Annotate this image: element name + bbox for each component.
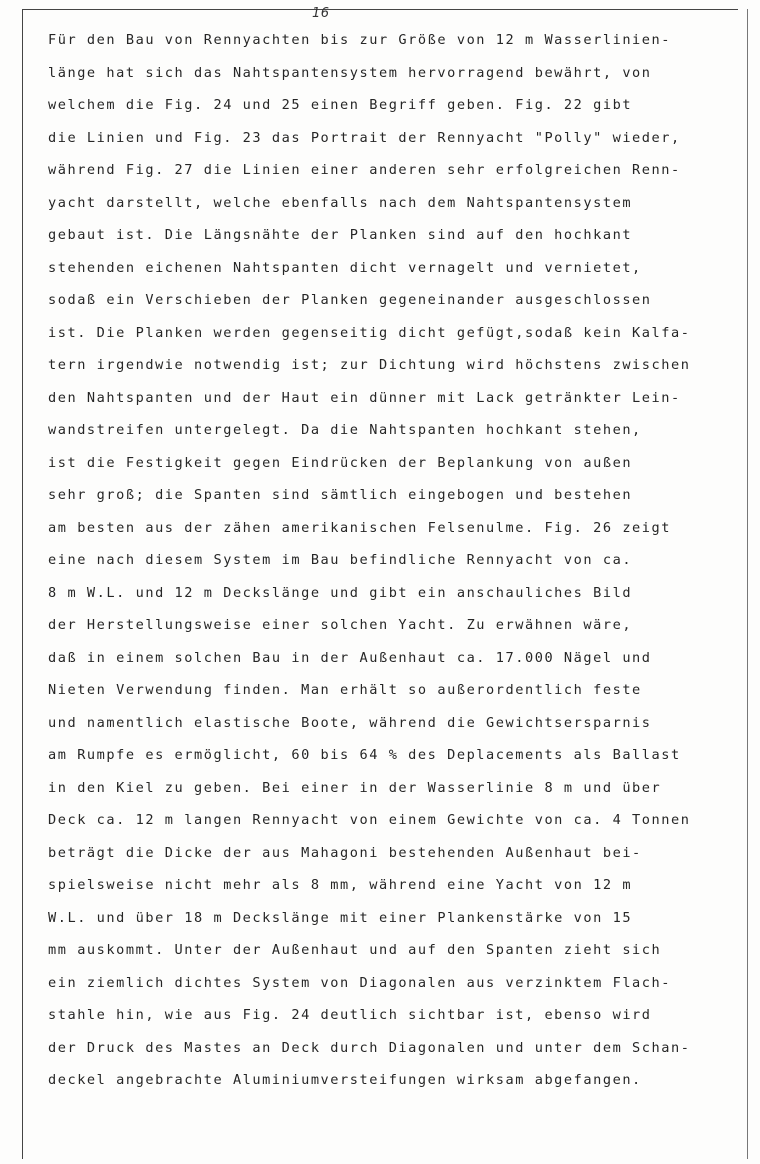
text-line: sodaß ein Verschieben der Planken gegeneinander ausgeschlossen — [48, 292, 652, 308]
text-line: länge hat sich das Nahtspantensystem hervorragend bewährt, von — [48, 64, 652, 81]
text-line: wandstreifen untergelegt. Da die Nahtspanten hochkant stehen, — [48, 422, 642, 438]
text-line: deckel angebrachte Aluminiumversteifungen wirksam abgefangen. — [48, 1072, 642, 1088]
page-number: 16 — [312, 6, 330, 21]
text-line: 8 m W.L. und 12 m Deckslänge und gibt ein anschauliches Bild — [48, 584, 633, 601]
text-line: stahle hin, wie aus Fig. 24 deutlich sichtbar ist, ebenso wird — [48, 1007, 652, 1023]
text-line: beträgt die Dicke der aus Mahagoni bestehenden Außenhaut bei- — [48, 844, 642, 861]
body-text — [48, 24, 748, 1097]
text-line: ist die Festigkeit gegen Eindrücken der Beplankung von außen — [48, 454, 633, 471]
text-line: welchem die Fig. 24 und 25 einen Begriff geben. Fig. 22 gibt — [48, 97, 633, 113]
text-line: der Herstellungsweise einer solchen Yacht. Zu erwähnen wäre, — [48, 617, 633, 633]
text-line: spielsweise nicht mehr als 8 mm, während eine Yacht von 12 m — [48, 877, 633, 893]
text-line: während Fig. 27 die Linien einer anderen sehr erfolgreichen Renn- — [48, 162, 681, 178]
frame-left-rule — [22, 9, 23, 1159]
text-line: Für den Bau von Rennyachten bis zur Größe von 12 m Wasserlinien- — [48, 32, 671, 48]
text-line: in den Kiel zu geben. Bei einer in der Wasserlinie 8 m und über — [48, 779, 662, 796]
text-line: sehr groß; die Spanten sind sämtlich eingebogen und bestehen — [48, 487, 633, 503]
text-line: den Nahtspanten und der Haut ein dünner mit Lack getränkter Lein- — [48, 389, 681, 406]
text-line: am Rumpfe es ermöglicht, 60 bis 64 % des Deplacements als Ballast — [48, 747, 681, 763]
text-line: und namentlich elastische Boote, während die Gewichtsersparnis — [48, 714, 652, 731]
text-line: mm auskommt. Unter der Außenhaut und auf den Spanten zieht sich — [48, 942, 662, 958]
text-line: der Druck des Mastes an Deck durch Diagonalen und unter dem Schan- — [48, 1039, 691, 1056]
text-line: stehenden eichenen Nahtspanten dicht vernagelt und vernietet, — [48, 259, 642, 276]
text-line: Deck ca. 12 m langen Rennyacht von einem Gewichte von ca. 4 Tonnen — [48, 812, 691, 828]
text-line: die Linien und Fig. 23 das Portrait der Rennyacht "Polly" wieder, — [48, 129, 681, 146]
text-line: ein ziemlich dichtes System von Diagonalen aus verzinktem Flach- — [48, 974, 671, 991]
text-line: eine nach diesem System im Bau befindliche Rennyacht von ca. — [48, 552, 633, 568]
frame-top-rule — [22, 9, 738, 10]
text-line: Nieten Verwendung finden. Man erhält so außerordentlich feste — [48, 682, 642, 698]
text-line: daß in einem solchen Bau in der Außenhaut ca. 17.000 Nägel und — [48, 649, 652, 666]
text-line: tern irgendwie notwendig ist; zur Dichtung wird höchstens zwischen — [48, 357, 691, 373]
text-line: ist. Die Planken werden gegenseitig dicht gefügt,sodaß kein Kalfa- — [48, 324, 691, 341]
text-line: gebaut ist. Die Längsnähte der Planken sind auf den hochkant — [48, 227, 633, 243]
text-line: am besten aus der zähen amerikanischen Felsenulme. Fig. 26 zeigt — [48, 519, 671, 536]
text-line: yacht darstellt, welche ebenfalls nach dem Nahtspantensystem — [48, 194, 633, 211]
text-line: W.L. und über 18 m Deckslänge mit einer Plankenstärke von 15 — [48, 909, 633, 926]
